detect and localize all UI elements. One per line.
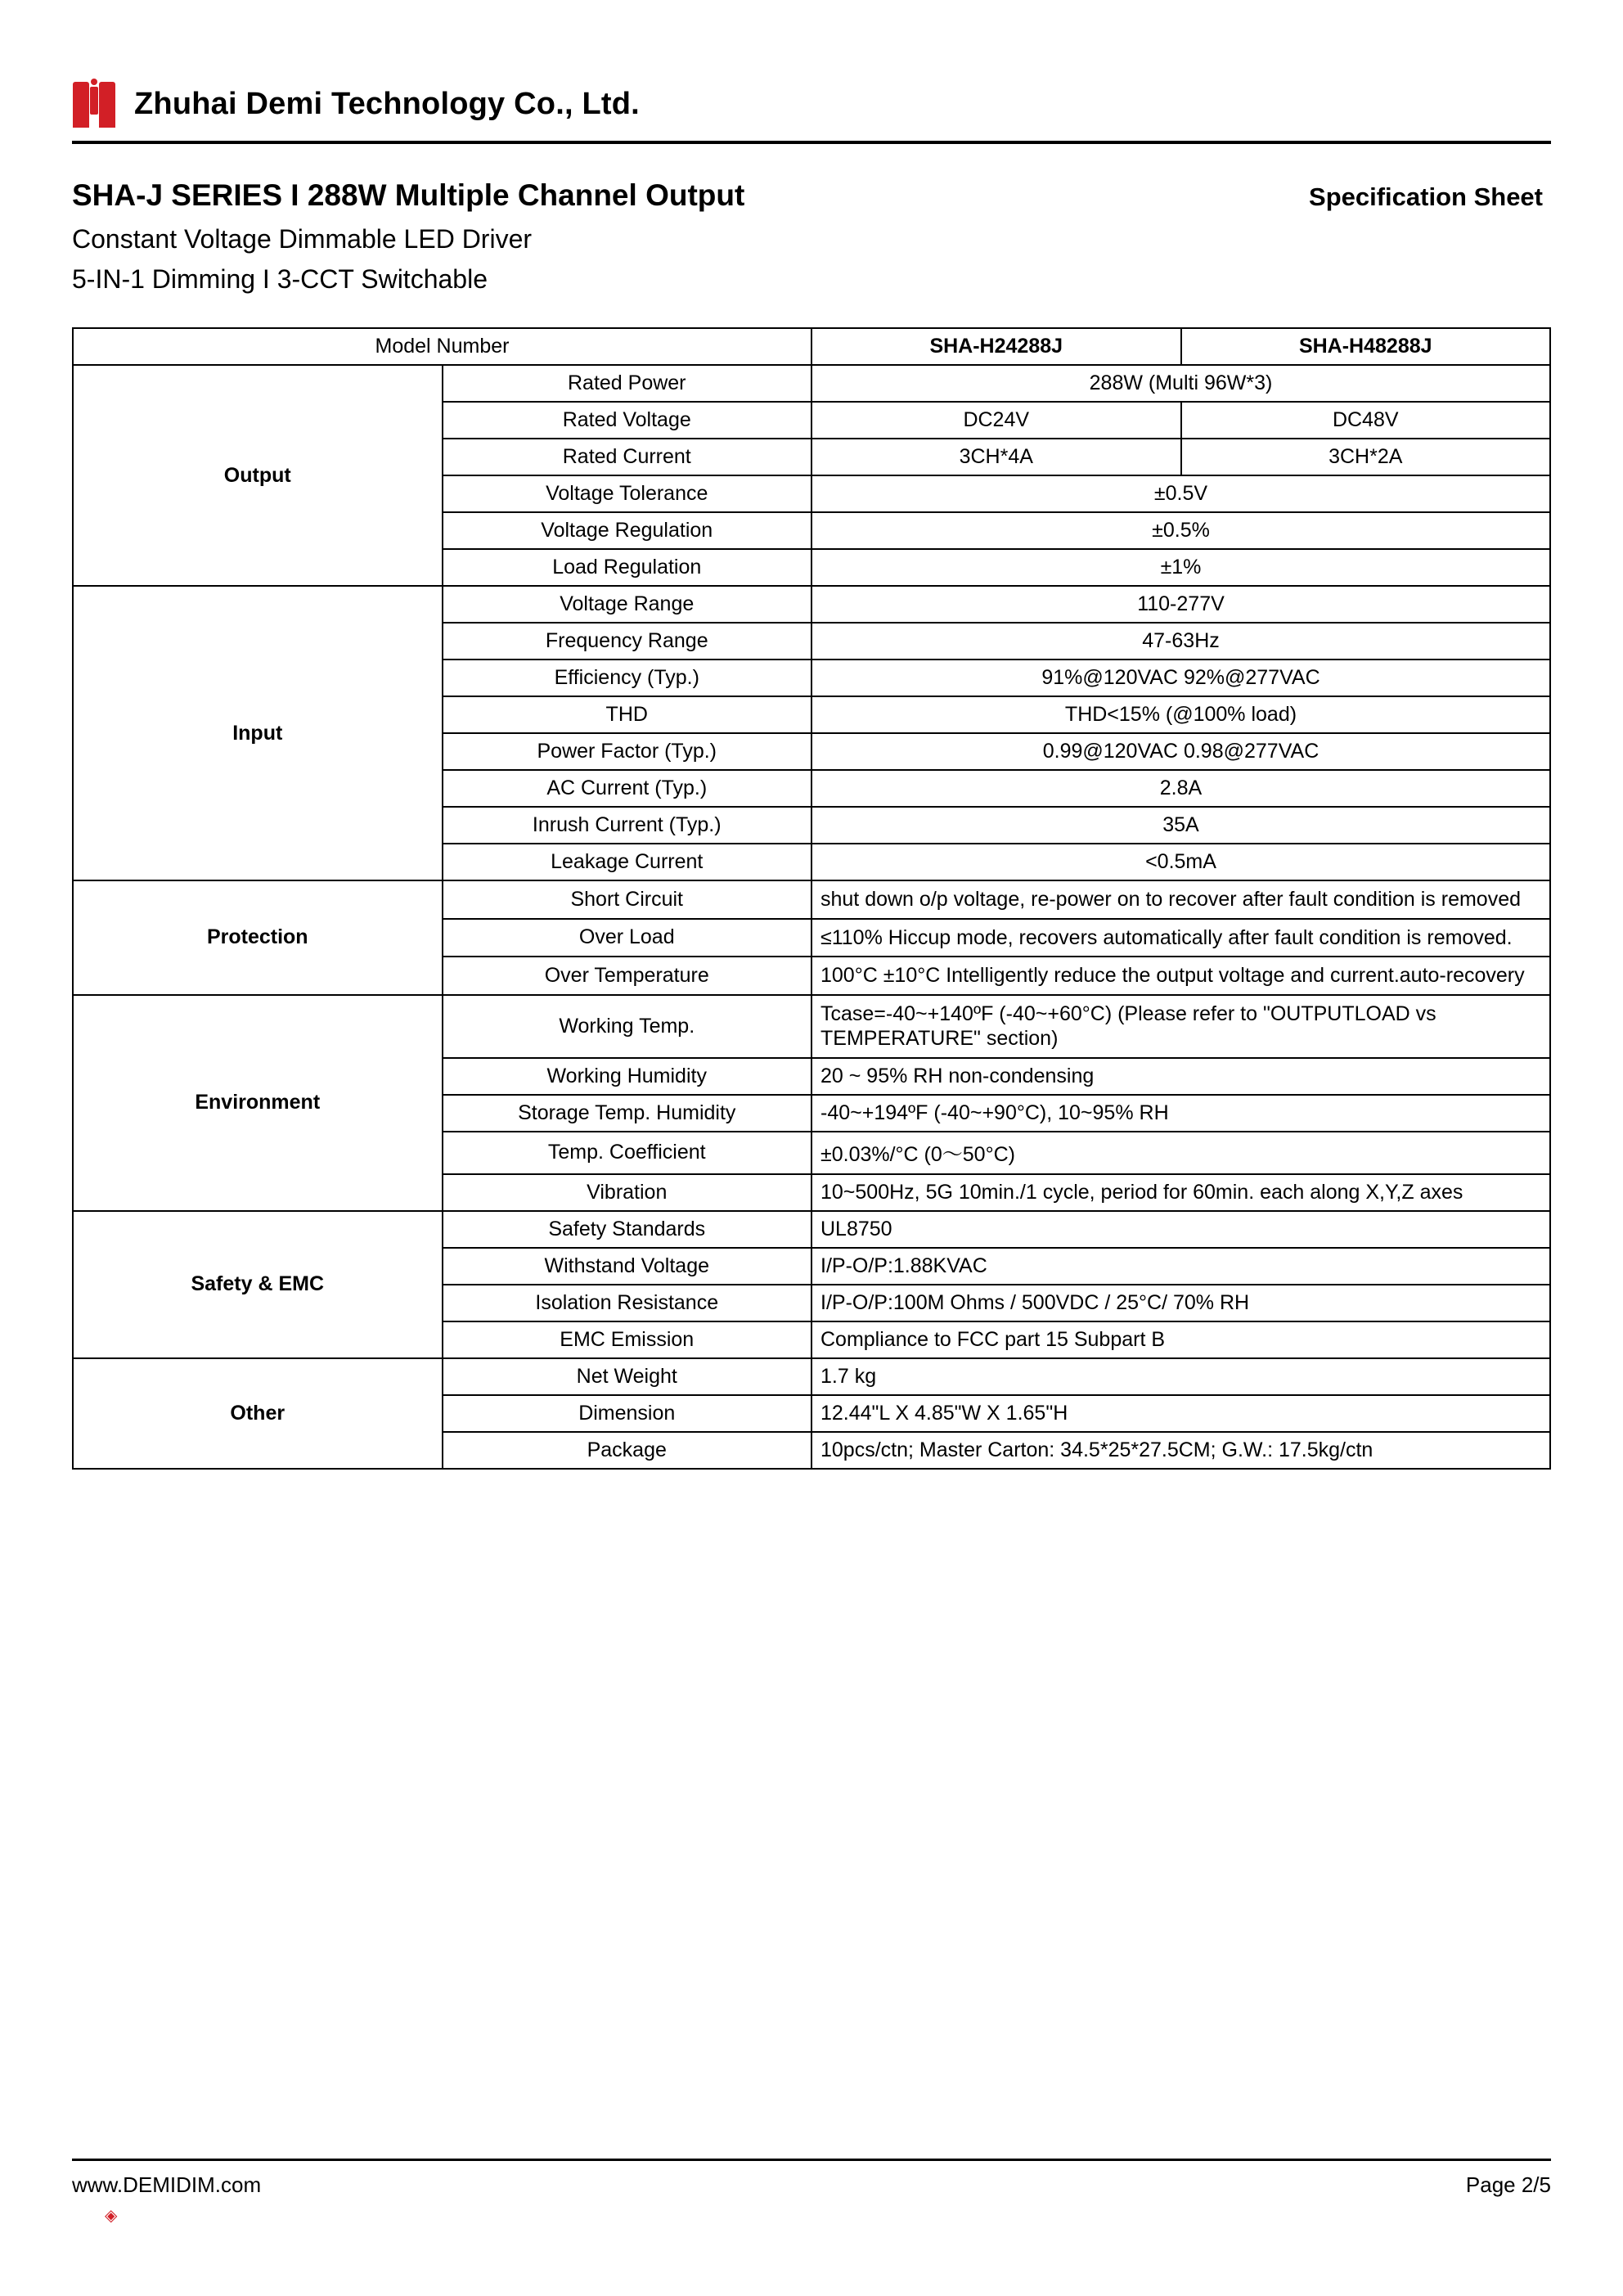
param-value: ±0.5%: [812, 512, 1550, 549]
param-label: Voltage Tolerance: [443, 475, 812, 512]
param-label: EMC Emission: [443, 1321, 812, 1358]
group-label-input: Input: [73, 586, 443, 880]
param-value: 12.44"L X 4.85"W X 1.65"H: [812, 1395, 1550, 1432]
param-value: <0.5mA: [812, 844, 1550, 880]
param-value: 110-277V: [812, 586, 1550, 623]
param-value: 2.8A: [812, 770, 1550, 807]
model-number-label: Model Number: [73, 328, 812, 365]
table-row: [73, 995, 1550, 1058]
param-label: Working Humidity: [443, 1058, 812, 1095]
param-label: Storage Temp. Humidity: [443, 1095, 812, 1132]
footer-divider: [72, 2159, 1551, 2161]
company-name: Zhuhai Demi Technology Co., Ltd.: [134, 86, 640, 121]
title-block: [72, 178, 1551, 295]
header-divider: [72, 141, 1551, 144]
param-value: Compliance to FCC part 15 Subpart B: [812, 1321, 1550, 1358]
param-label: Short Circuit: [443, 880, 812, 919]
group-label-output: Output: [73, 365, 443, 586]
param-label: Package: [443, 1432, 812, 1469]
param-value: Tcase=-40~+140ºF (-40~+60°C) (Please refer to "OUTPUTLOAD vs TEMPERATURE" section): [812, 995, 1550, 1058]
param-label: Voltage Regulation: [443, 512, 812, 549]
param-label: Temp. Coefficient: [443, 1132, 812, 1174]
group-label-environment: Environment: [73, 995, 443, 1211]
param-label: Leakage Current: [443, 844, 812, 880]
footer-mark-icon: ◈: [105, 2207, 118, 2225]
param-value-b: 3CH*2A: [1181, 439, 1551, 475]
param-value: THD<15% (@100% load): [812, 696, 1550, 733]
page-title: SHA-J SERIES I 288W Multiple Channel Output: [72, 178, 745, 212]
param-label: Rated Voltage: [443, 402, 812, 439]
param-value: 1.7 kg: [812, 1358, 1550, 1395]
param-label: Over Load: [443, 919, 812, 957]
param-value: 10pcs/ctn; Master Carton: 34.5*25*27.5CM; G.W.: 17.5kg/ctn: [812, 1432, 1550, 1469]
param-value: shut down o/p voltage, re-power on to recover after fault condition is removed: [812, 880, 1550, 919]
table-header-row: [73, 328, 1550, 365]
table-row: [73, 365, 1550, 402]
param-label: Withstand Voltage: [443, 1248, 812, 1285]
param-label: Voltage Range: [443, 586, 812, 623]
param-label: Rated Current: [443, 439, 812, 475]
param-value: ±1%: [812, 549, 1550, 586]
table-row: [73, 880, 1550, 919]
param-label: Rated Power: [443, 365, 812, 402]
param-label: Vibration: [443, 1174, 812, 1211]
param-label: AC Current (Typ.): [443, 770, 812, 807]
param-label: Dimension: [443, 1395, 812, 1432]
table-row: [73, 1358, 1550, 1395]
param-value-b: DC48V: [1181, 402, 1551, 439]
subtitle-line-2: 5-IN-1 Dimming I 3-CCT Switchable: [72, 264, 488, 294]
param-value: 0.99@120VAC 0.98@277VAC: [812, 733, 1550, 770]
param-value: ±0.5V: [812, 475, 1550, 512]
model-a-header: SHA-H24288J: [812, 328, 1181, 365]
param-value: I/P-O/P:100M Ohms / 500VDC / 25°C/ 70% RH: [812, 1285, 1550, 1321]
demi-logo-icon: [72, 79, 116, 129]
footer-page-number: Page 2/5: [1465, 2172, 1551, 2197]
param-label: Power Factor (Typ.): [443, 733, 812, 770]
group-label-protection: Protection: [73, 880, 443, 995]
param-label: Net Weight: [443, 1358, 812, 1395]
param-value-a: DC24V: [812, 402, 1181, 439]
param-value: -40~+194ºF (-40~+90°C), 10~95% RH: [812, 1095, 1550, 1132]
param-label: Load Regulation: [443, 549, 812, 586]
param-label: Efficiency (Typ.): [443, 660, 812, 696]
document-header: [72, 79, 1551, 139]
param-value: 91%@120VAC 92%@277VAC: [812, 660, 1550, 696]
param-value: 20 ~ 95% RH non-condensing: [812, 1058, 1550, 1095]
param-label: Frequency Range: [443, 623, 812, 660]
param-value: 288W (Multi 96W*3): [812, 365, 1550, 402]
param-value: 10~500Hz, 5G 10min./1 cycle, period for 60min. each along X,Y,Z axes: [812, 1174, 1550, 1211]
document-footer: [72, 2159, 1551, 2225]
group-label-safety-emc: Safety & EMC: [73, 1211, 443, 1358]
table-row: [73, 1211, 1550, 1248]
param-value: 100°C ±10°C Intelligently reduce the output voltage and current.auto-recovery: [812, 957, 1550, 995]
table-row: [73, 586, 1550, 623]
param-value: ≤110% Hiccup mode, recovers automatically after fault condition is removed.: [812, 919, 1550, 957]
param-label: THD: [443, 696, 812, 733]
subtitle-line-1: Constant Voltage Dimmable LED Driver: [72, 224, 533, 254]
param-label: Isolation Resistance: [443, 1285, 812, 1321]
param-label: Safety Standards: [443, 1211, 812, 1248]
footer-website[interactable]: www.DEMIDIM.com: [72, 2172, 262, 2197]
specification-table: [72, 327, 1551, 1470]
param-label: Working Temp.: [443, 995, 812, 1058]
param-value: I/P-O/P:1.88KVAC: [812, 1248, 1550, 1285]
group-label-other: Other: [73, 1358, 443, 1469]
param-label: Over Temperature: [443, 957, 812, 995]
param-label: Inrush Current (Typ.): [443, 807, 812, 844]
document-type-label: Specification Sheet: [1309, 182, 1543, 211]
param-value: UL8750: [812, 1211, 1550, 1248]
param-value-a: 3CH*4A: [812, 439, 1181, 475]
model-b-header: SHA-H48288J: [1181, 328, 1551, 365]
param-value: 47-63Hz: [812, 623, 1550, 660]
param-value: 35A: [812, 807, 1550, 844]
param-value: ±0.03%/°C (0～50°C): [812, 1132, 1550, 1174]
